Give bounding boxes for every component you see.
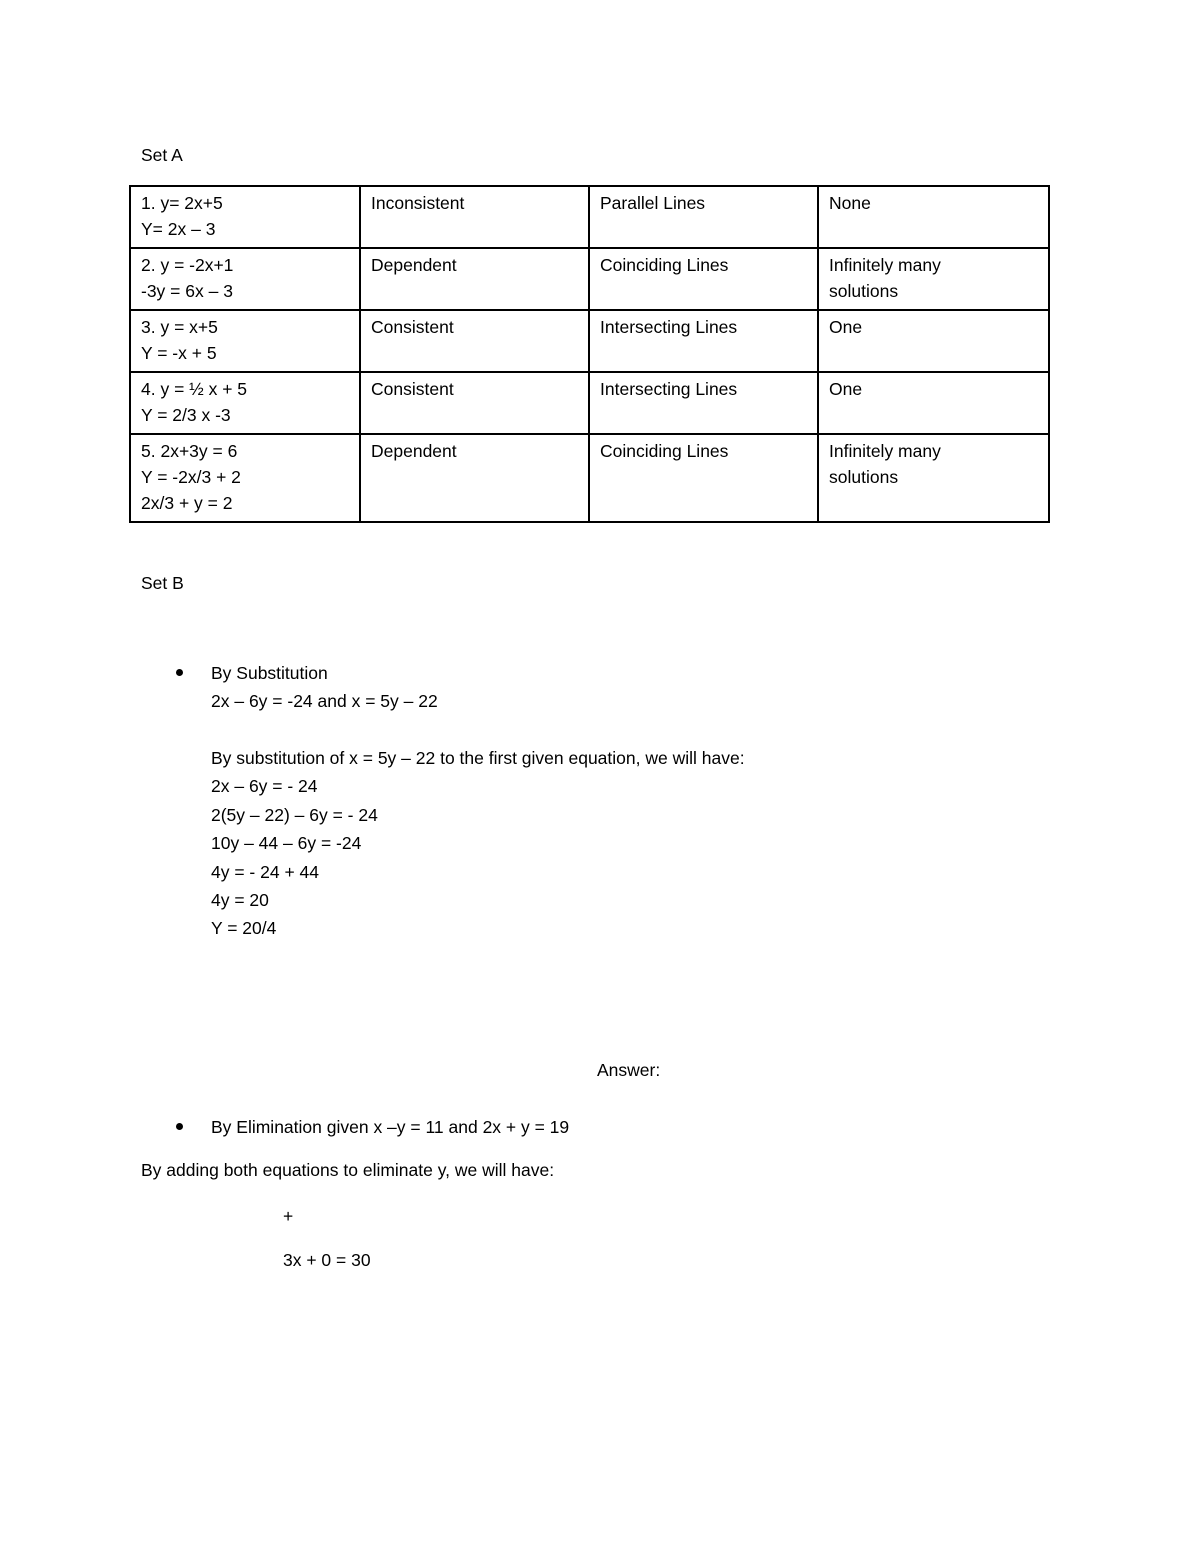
set-a-heading: Set A bbox=[141, 145, 183, 165]
system-type-cell: Inconsistent bbox=[360, 186, 589, 248]
equation-line: 5. 2x+3y = 6 bbox=[141, 441, 238, 461]
answer-label: Answer: bbox=[597, 1060, 661, 1080]
table-row bbox=[130, 310, 1049, 372]
substitution-step: 2(5y – 22) – 6y = - 24 bbox=[211, 805, 378, 825]
equation-line: 3. y = x+5 bbox=[141, 317, 218, 337]
equation-cell bbox=[130, 248, 360, 310]
equation-line: 4. y = ½ x + 5 bbox=[141, 379, 248, 399]
equation-cell bbox=[130, 434, 360, 522]
elimination-title: By Elimination given x –y = 11 and 2x + y = 19 bbox=[211, 1117, 570, 1137]
bullet-icon bbox=[176, 669, 183, 676]
plus-sign: + bbox=[283, 1206, 294, 1226]
solutions-line: One bbox=[829, 379, 863, 399]
equation-line: 2x/3 + y = 2 bbox=[141, 493, 233, 513]
substitution-given: 2x – 6y = -24 and x = 5y – 22 bbox=[211, 691, 438, 711]
system-type-cell: Dependent bbox=[360, 434, 589, 522]
lines-cell: Coinciding Lines bbox=[589, 248, 818, 310]
table-row bbox=[130, 248, 1049, 310]
table-row bbox=[130, 186, 1049, 248]
substitution-step: Y = 20/4 bbox=[211, 918, 277, 938]
lines-cell: Coinciding Lines bbox=[589, 434, 818, 522]
solutions-cell bbox=[818, 186, 1049, 248]
equation-cell bbox=[130, 310, 360, 372]
equation-cell bbox=[130, 372, 360, 434]
solutions-cell bbox=[818, 248, 1049, 310]
substitution-step: 4y = - 24 + 44 bbox=[211, 862, 319, 882]
bullet-icon bbox=[176, 1123, 183, 1130]
equation-line: 2. y = -2x+1 bbox=[141, 255, 234, 275]
table-row bbox=[130, 434, 1049, 522]
solutions-line: Infinitely many bbox=[829, 255, 941, 275]
equation-cell bbox=[130, 186, 360, 248]
lines-cell: Parallel Lines bbox=[589, 186, 818, 248]
equation-line: -3y = 6x – 3 bbox=[141, 281, 233, 301]
solutions-cell bbox=[818, 310, 1049, 372]
set-a-table bbox=[129, 185, 1050, 523]
solutions-cell bbox=[818, 372, 1049, 434]
substitution-step: 10y – 44 – 6y = -24 bbox=[211, 833, 362, 853]
solutions-cell bbox=[818, 434, 1049, 522]
solutions-line: solutions bbox=[829, 467, 899, 487]
lines-cell: Intersecting Lines bbox=[589, 310, 818, 372]
equation-line: Y= 2x – 3 bbox=[141, 219, 216, 239]
substitution-step: 4y = 20 bbox=[211, 890, 269, 910]
equation-line: 1. y= 2x+5 bbox=[141, 193, 223, 213]
system-type-cell: Consistent bbox=[360, 310, 589, 372]
equation-line: Y = -2x/3 + 2 bbox=[141, 467, 241, 487]
system-type-cell: Dependent bbox=[360, 248, 589, 310]
substitution-intro: By substitution of x = 5y – 22 to the first given equation, we will have: bbox=[211, 748, 745, 768]
solutions-line: One bbox=[829, 317, 863, 337]
set-b-heading: Set B bbox=[141, 573, 184, 593]
substitution-step: 2x – 6y = - 24 bbox=[211, 776, 318, 796]
solutions-line: solutions bbox=[829, 281, 899, 301]
solutions-line: Infinitely many bbox=[829, 441, 941, 461]
equation-line: Y = 2/3 x -3 bbox=[141, 405, 231, 425]
elimination-intro: By adding both equations to eliminate y, we will have: bbox=[141, 1160, 555, 1180]
lines-cell: Intersecting Lines bbox=[589, 372, 818, 434]
table-row bbox=[130, 372, 1049, 434]
substitution-title: By Substitution bbox=[211, 663, 328, 683]
system-type-cell: Consistent bbox=[360, 372, 589, 434]
solutions-line: None bbox=[829, 193, 871, 213]
elimination-result: 3x + 0 = 30 bbox=[283, 1250, 371, 1270]
equation-line: Y = -x + 5 bbox=[141, 343, 217, 363]
